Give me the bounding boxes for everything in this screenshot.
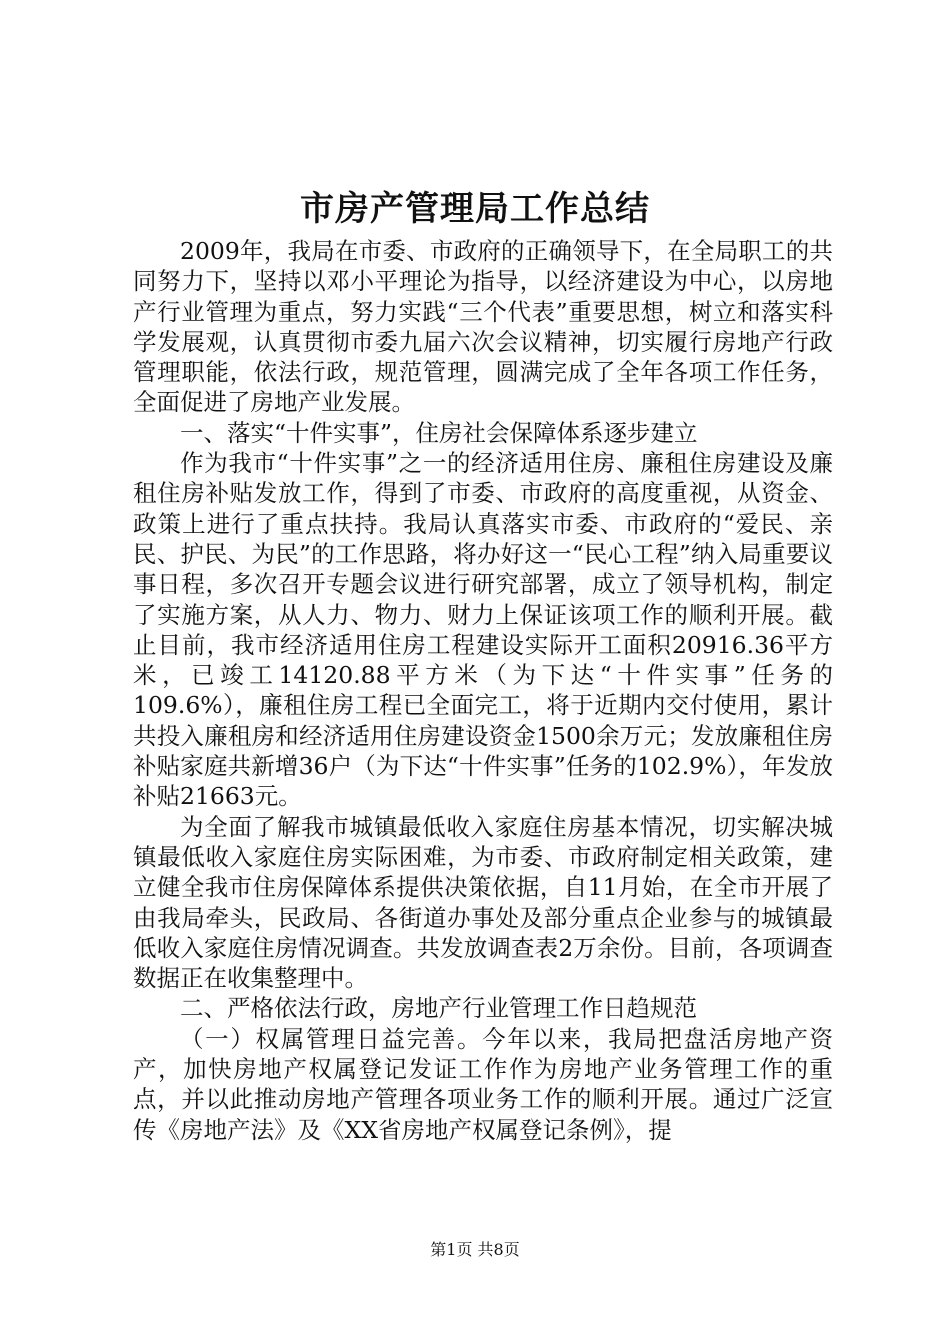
page-footer: 第1页 共8页 [430, 1240, 520, 1259]
document-body [133, 236, 833, 1145]
section-heading-2: 二、严格依法行政，房地产行业管理工作日趋规范 [180, 994, 697, 1023]
section-heading-1: 一、落实“十件实事”，住房社会保障体系逐步建立 [180, 418, 698, 447]
paragraph-housing: 作为我市“十件实事”之一的经济适用住房、廉租住房建设及廉租住房补贴发放工作，得到了市委、市政府的高度重视，从资金、政策上进行了重点扶持。我局认真落实市委、市政府的“爱民、亲民、护民、为民”的工作思路，将办好这一“民心工程”纳入局重要议事日程，多次召开专题会议进行研究部署，成立了领导机构，制定了实施方案，从人力、物力、财力上保证该项工作的顺利开展。截止目前，我市经济适用住房工程建设实际开工面积20916.36平方米，已竣工14120.88平方米（为下达“十件实事”任务的109.6%），廉租住房工程已全面完工，将于近期内交付使用，累计共投入廉租房和经济适用住房建设资金1500余万元；发放廉租住房补贴家庭共新增36户（为下达“十件实事”任务的102.9%），年发放补贴21663元。 [133, 449, 833, 811]
document-title: 市房产管理局工作总结 [300, 189, 650, 229]
paragraph-intro: 2009年，我局在市委、市政府的正确领导下，在全局职工的共同努力下，坚持以邓小平理论为指导，以经济建设为中心，以房地产行业管理为重点，努力实践“三个代表”重要思想，树立和落实科学发展观，认真贯彻市委九届六次会议精神，切实履行房地产行政管理职能，依法行政，规范管理，圆满完成了全年各项工作任务，全面促进了房地产业发展。 [133, 237, 833, 417]
paragraph-survey: 为全面了解我市城镇最低收入家庭住房基本情况，切实解决城镇最低收入家庭住房实际困难，为市委、市政府制定相关政策，建立健全我市住房保障体系提供决策依据，自11月始，在全市开展了由我局牵头，民政局、各街道办事处及部分重点企业参与的城镇最低收入家庭住房情况调查。共发放调查表2万余份。目前，各项调查数据正在收集整理中。 [133, 812, 833, 993]
paragraph-property-rights: （一）权属管理日益完善。今年以来，我局把盘活房地产资产，加快房地产权属登记发证工作作为房地产业务管理工作的重点，并以此推动房地产管理各项业务工作的顺利开展。通过广泛宣传《房地产法》及《XX省房地产权属登记条例》，提 [133, 1024, 833, 1144]
